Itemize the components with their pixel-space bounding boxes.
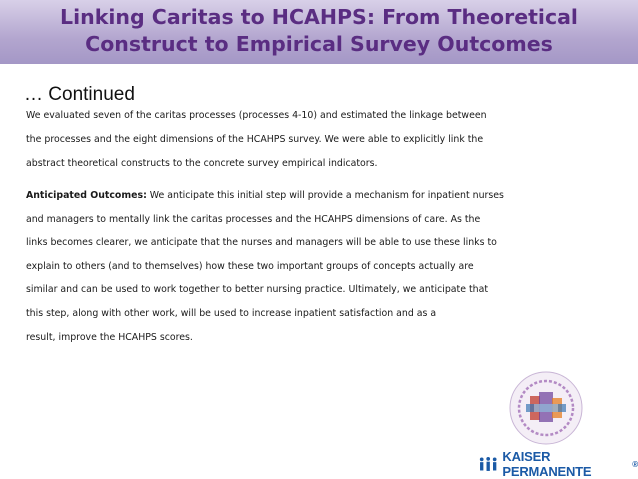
kaiser-permanente-logo <box>478 449 638 479</box>
text-line: and managers to mentally link the caritas processes and the HCAHPS dimensions of care. As the <box>26 213 481 225</box>
anticipated-outcomes-label: Anticipated Outcomes: <box>26 190 147 201</box>
kaiser-people-icon <box>478 456 498 472</box>
text-line: similar and can be used to work together to better nursing practice. Ultimately, we anticipate that <box>26 284 488 296</box>
text-run: We anticipate this initial step will provide a mechanism for inpatient nurses <box>146 190 504 201</box>
logo-text: KAISER PERMANENTE <box>502 449 592 479</box>
paragraph-evaluation <box>26 104 596 176</box>
title-band <box>0 0 638 64</box>
slide-title <box>0 4 638 58</box>
caritas-seal-icon <box>508 370 584 446</box>
paragraph-anticipated-outcomes <box>26 184 596 349</box>
text-line: abstract theoretical constructs to the concrete survey empirical indicators. <box>26 158 378 169</box>
text-line: result, improve the HCAHPS scores. <box>26 331 193 343</box>
text-line: this step, along with other work, will be used to increase inpatient satisfaction and as a <box>26 307 437 319</box>
text-line: explain to others (and to themselves) how these two important groups of concepts actually are <box>26 260 474 272</box>
title-line-1: Linking Caritas to HCAHPS: From Theoretical <box>60 5 578 29</box>
body-text <box>26 104 596 349</box>
text-line: links becomes clearer, we anticipate that the nurses and managers will be able to use these links to <box>26 237 497 249</box>
continued-heading: … Continued <box>24 84 135 105</box>
text-line <box>26 184 596 208</box>
text-line: the processes and the eight dimensions of the HCAHPS survey. We were able to explicitly link the <box>26 134 484 145</box>
title-line-2: Construct to Empirical Survey Outcomes <box>85 32 553 56</box>
registered-mark: ® <box>632 459 638 469</box>
text-line: We evaluated seven of the caritas processes (processes 4-10) and estimated the linkage between <box>26 110 487 121</box>
